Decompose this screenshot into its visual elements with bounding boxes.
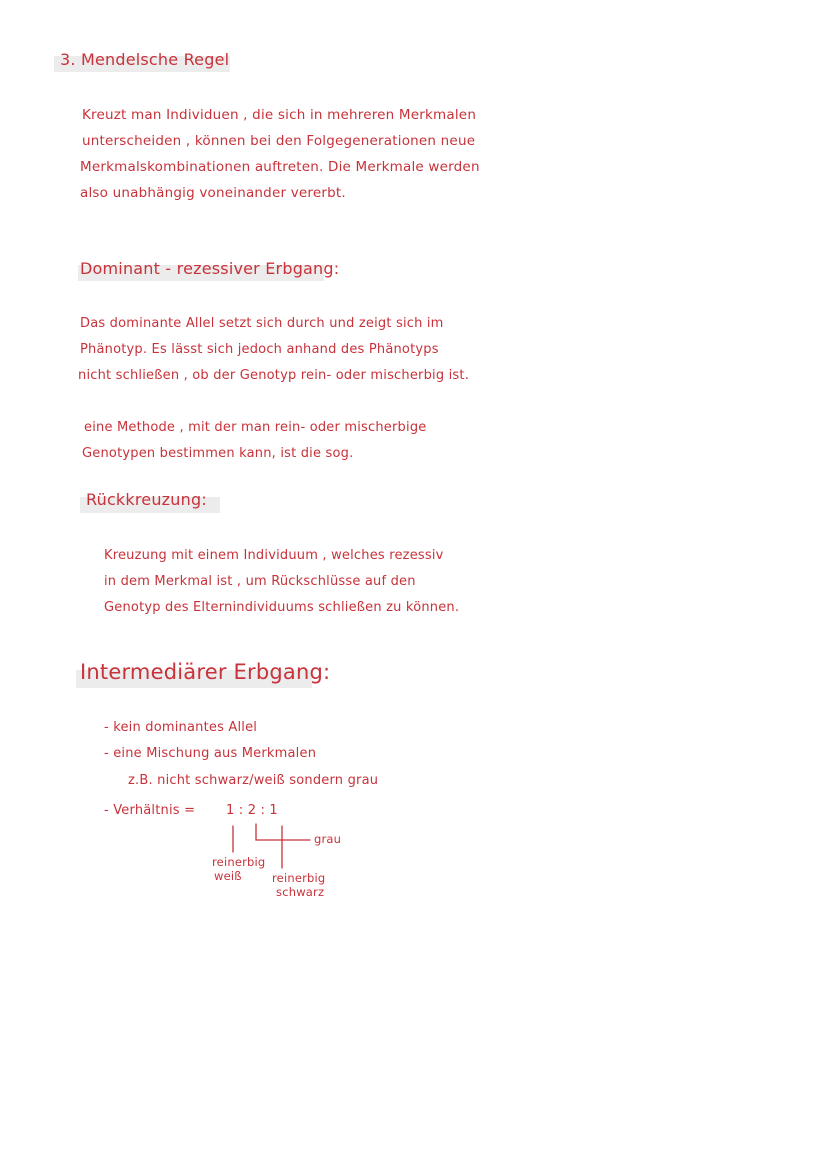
schwarz-label-line2: schwarz: [276, 885, 325, 899]
rueck-line: Kreuzung mit einem Individuum , welches rezessiv: [104, 548, 444, 563]
list-item: - kein dominantes Allel: [104, 720, 258, 735]
ratio-prefix: - Verhältnis =: [104, 803, 196, 818]
schwarz-label-line1: reinerbig: [272, 871, 326, 885]
intro-line: Kreuzt man Individuen , die sich in mehreren Merkmalen: [82, 107, 477, 123]
ratio-value: 1 : 2 : 1: [226, 803, 278, 818]
intermediaer-heading: Intermediärer Erbgang:: [80, 660, 331, 684]
grau-connector: [256, 824, 310, 840]
weiss-label-line2: weiß: [214, 869, 242, 883]
section-title: 3. Mendelsche Regel: [60, 50, 230, 69]
dominant-line: Das dominante Allel setzt sich durch und zeigt sich im: [80, 316, 444, 331]
dominant-line: Phänotyp. Es lässt sich jedoch anhand des Phänotyps: [80, 342, 439, 357]
rueck-heading: Rückkreuzung:: [86, 490, 207, 509]
method-line: Genotypen bestimmen kann, ist die sog.: [82, 446, 354, 461]
weiss-label-line1: reinerbig: [212, 855, 266, 869]
rueck-line: in dem Merkmal ist , um Rückschlüsse auf den: [104, 574, 416, 589]
list-item: - eine Mischung aus Merkmalen: [104, 746, 317, 761]
example-line: z.B. nicht schwarz/weiß sondern grau: [128, 773, 379, 788]
dominant-line: nicht schließen , ob der Genotyp rein- oder mischerbig ist.: [78, 368, 470, 383]
dominant-heading: Dominant - rezessiver Erbgang:: [80, 259, 340, 278]
rueck-line: Genotyp des Elternindividuums schließen zu können.: [104, 600, 460, 615]
intro-line: also unabhängig voneinander vererbt.: [80, 185, 346, 201]
grau-label: grau: [314, 832, 342, 846]
intro-line: Merkmalskombinationen auftreten. Die Merkmale werden: [80, 159, 480, 175]
method-line: eine Methode , mit der man rein- oder mischerbige: [84, 420, 427, 435]
intro-line: unterscheiden , können bei den Folgegenerationen neue: [82, 133, 476, 149]
